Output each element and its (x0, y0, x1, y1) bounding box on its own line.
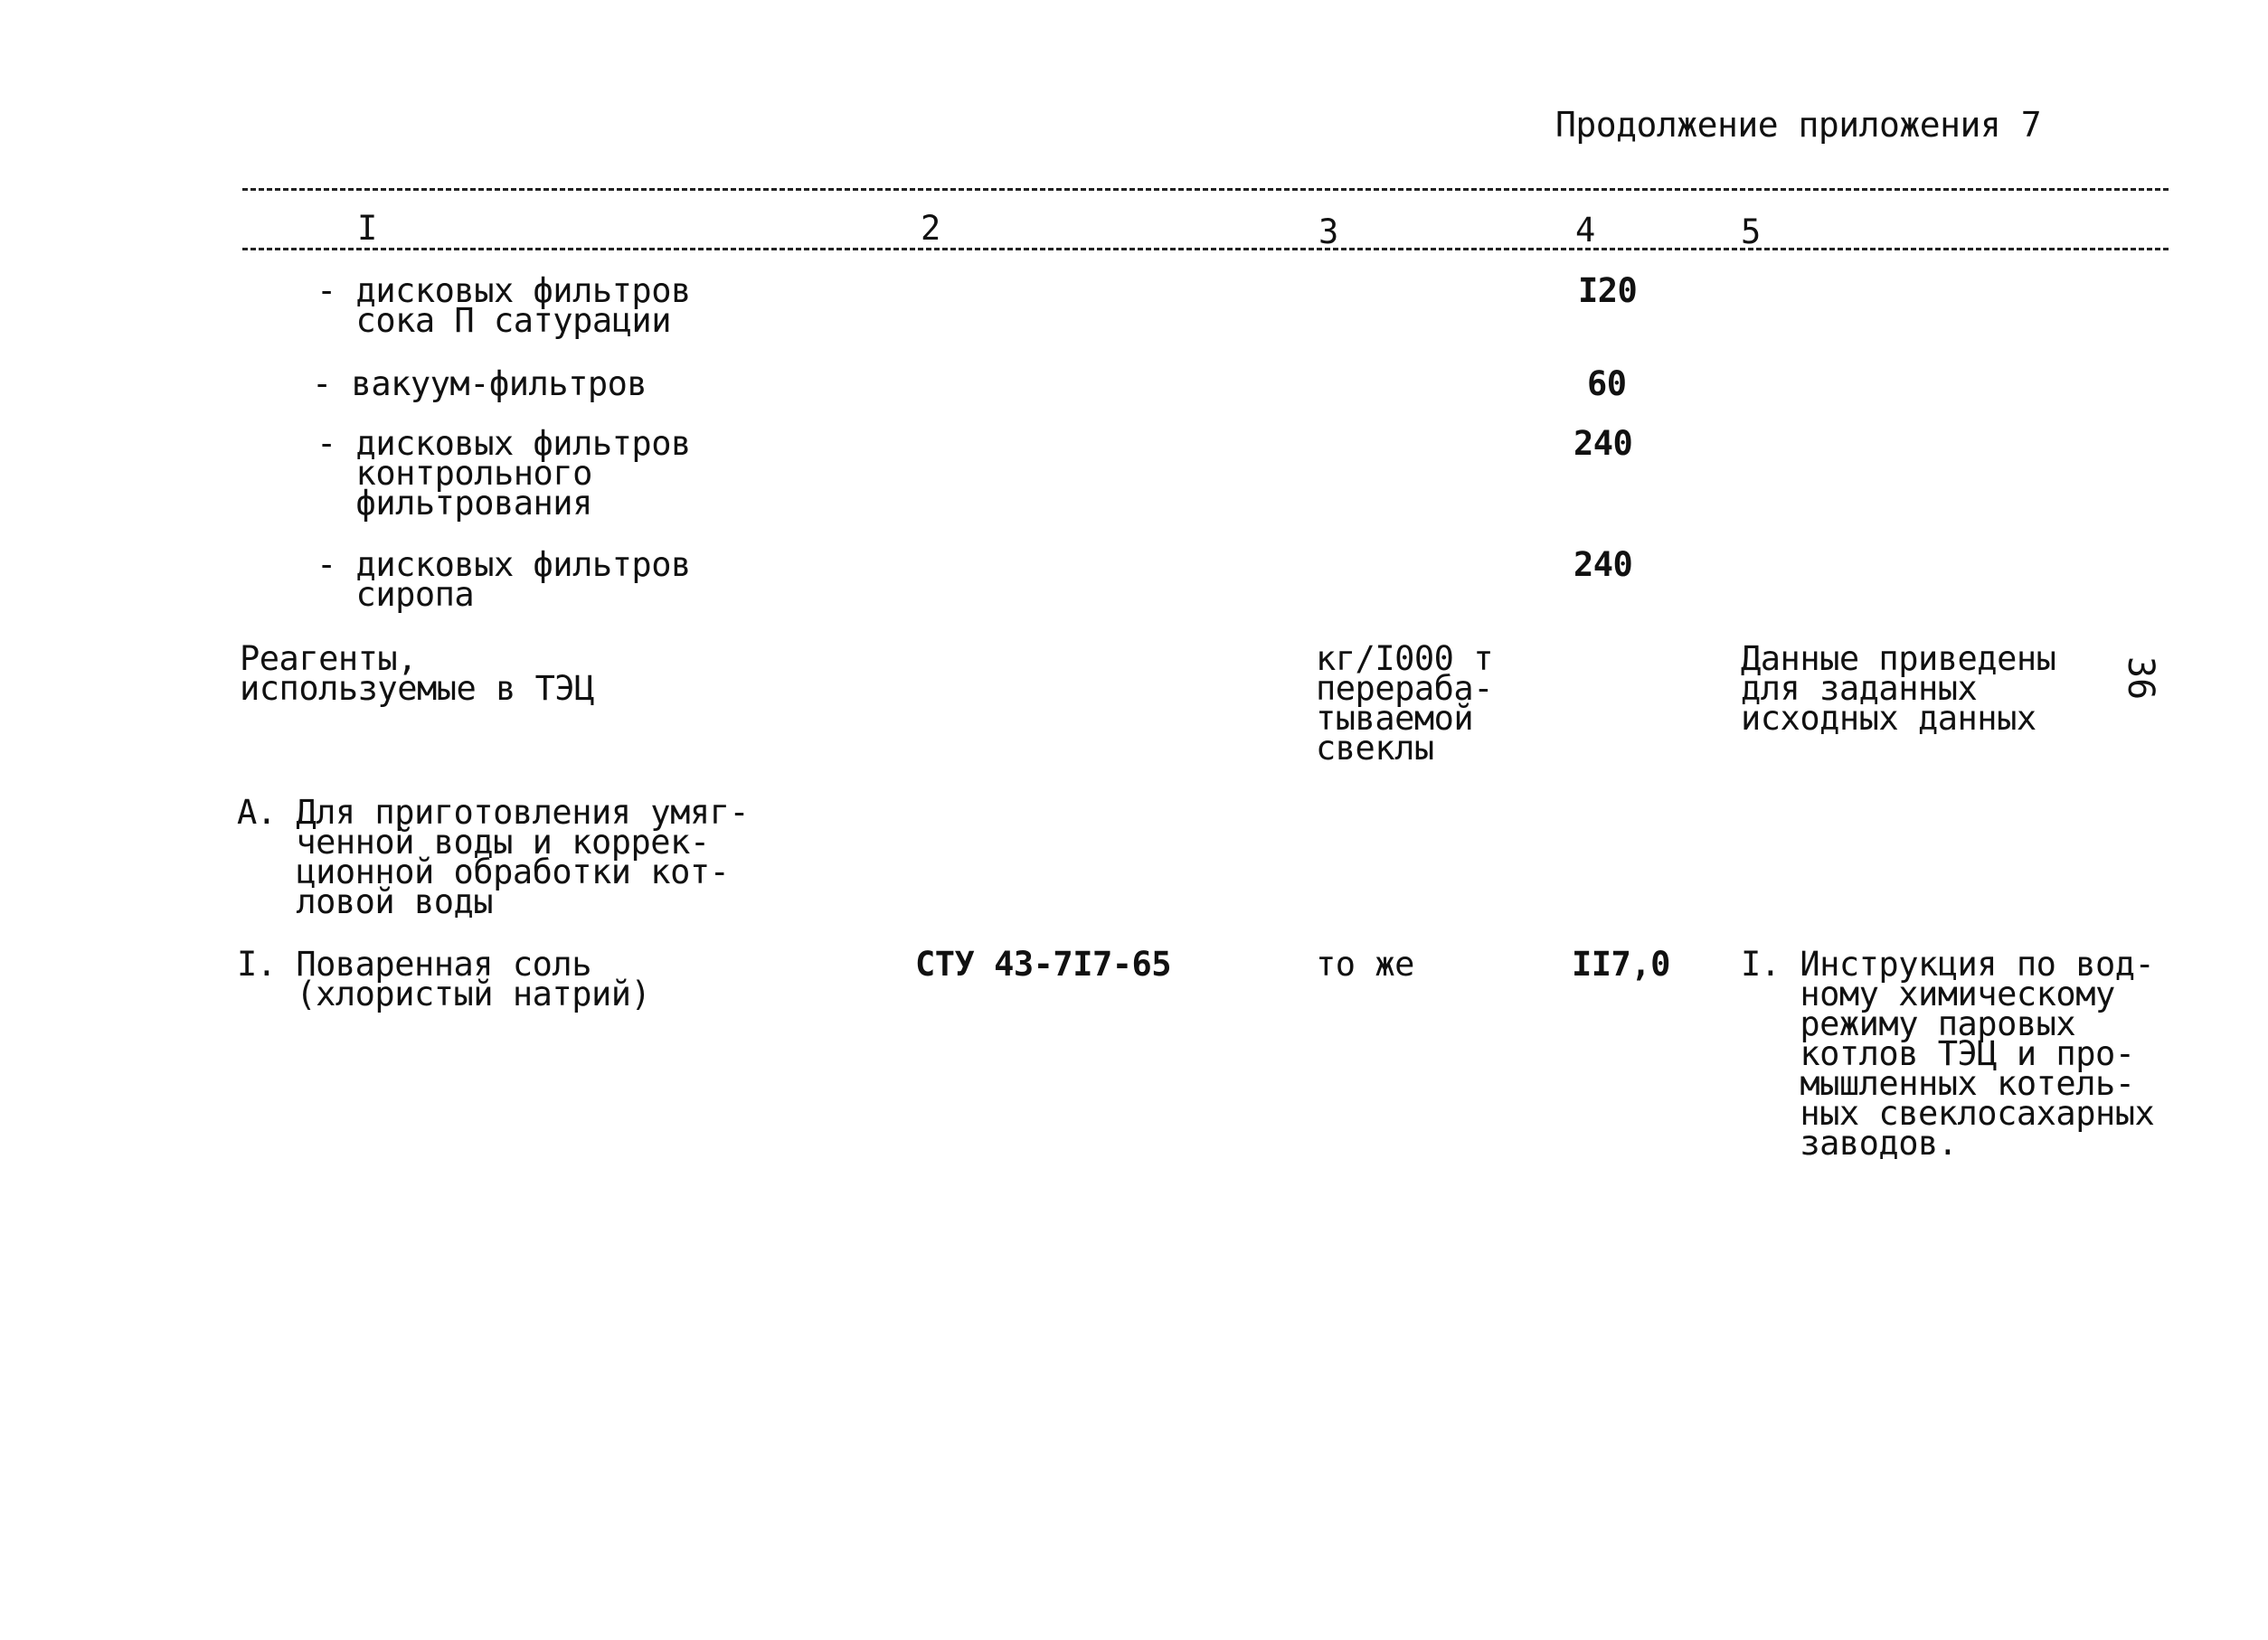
table-row-5-col1: Реагенты, используемые в ТЭЦ (240, 639, 594, 708)
table-row-1-col1: - дисковых фильтров сока П сатурации (317, 271, 691, 340)
table-row-7-col1: I. Поваренная соль (хлористый натрий) (237, 945, 651, 1013)
table-row-5-col5: Данные приведены для заданных исходных данных (1741, 639, 2056, 738)
continuation-header: Продолжение приложения 7 (1555, 105, 2042, 145)
table-header-rule (242, 248, 2169, 250)
col-header-5: 5 (1741, 212, 1761, 251)
table-row-2-col4: 60 (1587, 364, 1627, 403)
table-row-7-col5: I. Инструкция по вод- ному химическому режиму паровых котлов ТЭЦ и про- мышленных котель- ных свеклосахарных заводов. (1741, 945, 2155, 1163)
table-row-3-col1: - дисковых фильтров контрольного фильтрования (317, 424, 691, 523)
table-row-5-col3: кг/I000 т перераба- тываемой свеклы (1316, 639, 1493, 768)
table-row-7-col3: то же (1316, 945, 1414, 984)
table-row-2-col1: - вакуум-фильтров (312, 364, 647, 403)
col-header-4: 4 (1575, 211, 1595, 250)
col-header-3: 3 (1318, 212, 1338, 251)
table-top-rule (242, 188, 2169, 191)
table-row-6-col1: A. Для приготовления умяг- ченной воды и коррек- ционной обработки кот- ловой воды (237, 793, 750, 921)
page-number: 36 (2120, 656, 2161, 701)
table-row-1-col4: I20 (1578, 271, 1638, 310)
table-row-4-col1: - дисковых фильтров сиропа (317, 545, 691, 614)
col-header-1: I (357, 209, 377, 248)
table-row-7-col4: II7,0 (1572, 945, 1670, 984)
table-row-7-col2: СТУ 43-7I7-65 (915, 945, 1172, 984)
table-row-4-col4: 240 (1573, 545, 1633, 584)
col-header-2: 2 (921, 209, 940, 248)
table-row-3-col4: 240 (1573, 424, 1633, 463)
